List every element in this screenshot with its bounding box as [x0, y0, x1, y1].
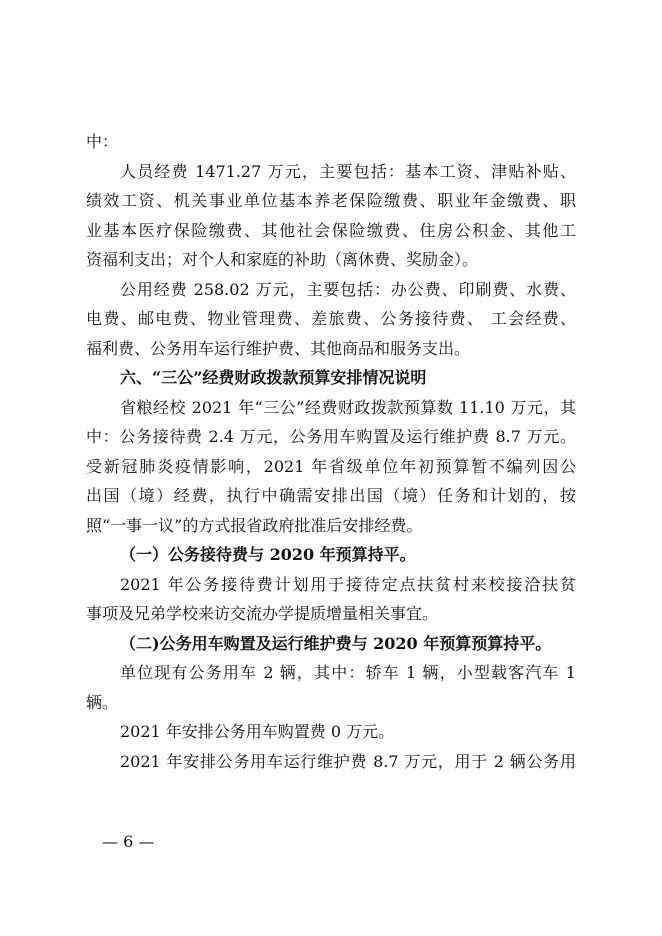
text-line: 2021 年安排公务用车购置费 0 万元。: [120, 722, 395, 741]
text-line: 事项及兄弟学校来访交流办学提质增量相关事宜。: [86, 604, 439, 623]
page-number-label: — 6 —: [102, 832, 155, 851]
subheading-vehicle-expense: （二)公务用车购置及运行维护费与 2020 年预算预算持平。: [120, 633, 552, 653]
section-heading-three-public-expenses: 六、“三公”经费财政拨款预算安排情况说明: [120, 368, 427, 387]
text-line: 中：公务接待费 2.4 万元，公务用车购置及运行维护费 8.7 万元。: [86, 427, 576, 446]
text-line: 单位现有公务用车 2 辆，其中：轿车 1 辆，小型载客汽车 1: [120, 663, 576, 682]
text-line: 电费、邮电费、物业管理费、差旅费、公务接待费、 工会经费、: [86, 309, 576, 328]
document-body: [86, 127, 576, 776]
subheading-reception-expense: （一）公务接待费与 2020 年预算持平。: [120, 545, 416, 564]
text-line: 照“一事一议”的方式报省政府批准后安排经费。: [86, 515, 423, 535]
text-line: 辆。: [86, 692, 119, 712]
text-line-personnel-expense: 人员经费 1471.27 万元，主要包括：基本工资、津贴补贴、: [120, 161, 576, 181]
text-line: 福利费、公务用车运行维护费、其他商品和服务支出。: [86, 338, 471, 358]
text-line: 出国（境）经费，执行中确需安排出国（境）任务和计划的，按: [86, 486, 576, 505]
text-line: 业基本医疗保险缴费、其他社会保险缴费、住房公积金、其他工: [86, 220, 576, 240]
text-line: 2021 年安排公务用车运行维护费 8.7 万元，用于 2 辆公务用: [120, 751, 576, 771]
text-line: 省粮经校 2021 年“三公”经费财政拨款预算数 11.10 万元，其: [120, 397, 576, 417]
text-line-continuation: 中：: [86, 132, 119, 151]
text-line: 资福利支出；对个人和家庭的补助（离休费、奖励金）。: [86, 250, 479, 269]
text-line: 受新冠肺炎疫情影响，2021 年省级单位年初预算暂不编列因公: [86, 456, 576, 476]
text-line-public-expense: 公用经费 258.02 万元，主要包括：办公费、印刷费、水费、: [120, 279, 576, 299]
text-line: 2021 年公务接待费计划用于接待定点扶贫村来校接洽扶贫: [120, 574, 576, 594]
text-line: 绩效工资、机关事业单位基本养老保险缴费、职业年金缴费、职: [86, 191, 576, 210]
